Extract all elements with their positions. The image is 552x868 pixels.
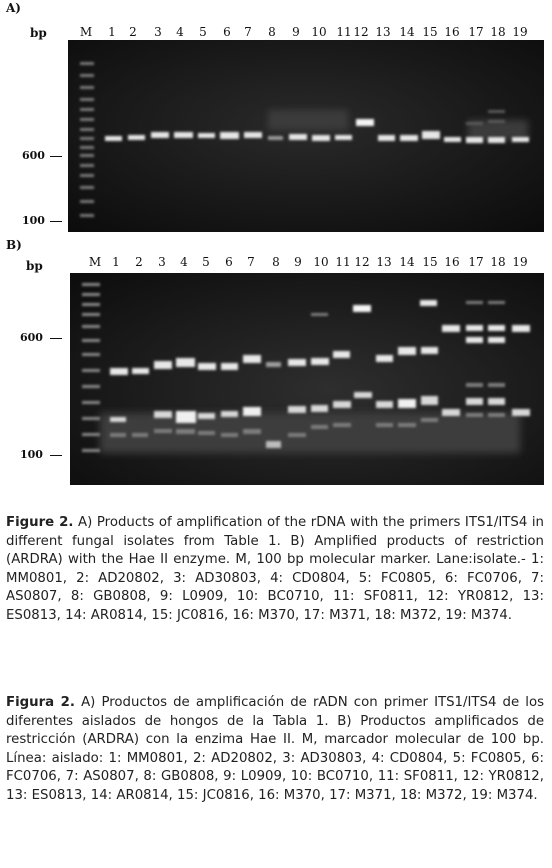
lane-header-m: M [79, 25, 93, 39]
lane-header-7: 7 [247, 255, 255, 269]
lane-header-9: 9 [292, 25, 300, 39]
lane-header-19: 19 [512, 25, 528, 39]
panel-a-bp-unit: bp [30, 26, 47, 40]
lane-header-15: 15 [422, 255, 438, 269]
figure-caption-en-title: Figure 2. [6, 515, 74, 530]
lane-header-12: 12 [353, 25, 369, 39]
gel-image-a [68, 40, 544, 232]
panel-b-marker-tick-600 [50, 338, 62, 339]
lane-header-8: 8 [268, 25, 276, 39]
lane-header-5: 5 [202, 255, 210, 269]
figure-caption-en-text: A) Products of amplification of the rDNA with the primers ITS1/ITS4 in different fungal isolates from Table 1. B) Amplified products of restriction (ARDRA) with the Hae II enzyme. M, 100 bp molecular marker. Lane:isolate.- 1: MM0801, 2: AD20802, 3: AD30803, 4: CD0804, 5: FC0805, 6: FC0706, 7: AS0807, 8: GB0808, 9: L0909, 10: BC0710, 11: SF0811, 12: YR0812, 13: ES0813, 14: AR0814, 15: JC0816, 16: M370, 17: M371, 18: M372, 19: M374. [6, 515, 544, 623]
lane-header-14: 14 [399, 255, 415, 269]
lane-header-15: 15 [422, 25, 438, 39]
panel-b-bp-unit: bp [26, 259, 43, 273]
figure-caption-es [6, 694, 544, 806]
lane-header-13: 13 [375, 25, 391, 39]
lane-header-18: 18 [490, 255, 506, 269]
lane-header-17: 17 [468, 25, 484, 39]
lane-header-4: 4 [176, 25, 184, 39]
panel-a-marker-tick-100 [50, 221, 62, 222]
lane-header-16: 16 [444, 255, 460, 269]
lane-header-6: 6 [223, 25, 231, 39]
figure-caption-en [6, 514, 544, 626]
lane-header-10: 10 [313, 255, 329, 269]
lane-header-8: 8 [272, 255, 280, 269]
figure-caption-es-text: A) Productos de amplificación de rADN con primer ITS1/ITS4 de los diferentes aislados de hongos de la Tabla 1. B) Productos amplificados de restricción (ARDRA) con la enzima Hae II. M, marcador molecular de 100 bp. Línea: aislado: 1: MM0801, 2: AD20802, 3: AD30803, 4: CD0804, 5: FC0805, 6: FC0706, 7: AS0807, 8: GB0808, 9: L0909, 10: BC0710, 11: SF0811, 12: YR0812, 13: ES0813, 14: AR0814, 15: JC0816, 16: M370, 17: M371, 18: M372, 19: M374. [6, 695, 545, 803]
panel-a-marker-100: 100 [22, 214, 45, 227]
lane-header-1: 1 [108, 25, 116, 39]
lane-header-11: 11 [336, 25, 352, 39]
lane-header-1: 1 [112, 255, 120, 269]
lane-header-2: 2 [135, 255, 143, 269]
panel-b-marker-600: 600 [20, 331, 43, 344]
lane-header-13: 13 [376, 255, 392, 269]
lane-header-7: 7 [244, 25, 252, 39]
lane-header-5: 5 [199, 25, 207, 39]
lane-header-16: 16 [444, 25, 460, 39]
panel-a-marker-600: 600 [22, 149, 45, 162]
lane-header-19: 19 [512, 255, 528, 269]
lane-header-9: 9 [294, 255, 302, 269]
lane-header-18: 18 [490, 25, 506, 39]
lane-header-10: 10 [311, 25, 327, 39]
lane-header-m: M [88, 255, 102, 269]
gel-image-b [70, 273, 544, 485]
lane-header-3: 3 [154, 25, 162, 39]
lane-header-2: 2 [129, 25, 137, 39]
figure-caption-es-title: Figura 2. [6, 695, 75, 710]
panel-b-label: B) [6, 238, 22, 252]
panel-a-label: A) [6, 1, 21, 15]
lane-header-12: 12 [354, 255, 370, 269]
panel-b-marker-tick-100 [50, 455, 62, 456]
lane-header-11: 11 [335, 255, 351, 269]
lane-header-4: 4 [180, 255, 188, 269]
panel-a-marker-tick-600 [50, 156, 62, 157]
lane-header-17: 17 [468, 255, 484, 269]
lane-header-3: 3 [158, 255, 166, 269]
panel-b-marker-100: 100 [20, 448, 43, 461]
lane-header-14: 14 [399, 25, 415, 39]
lane-header-6: 6 [225, 255, 233, 269]
